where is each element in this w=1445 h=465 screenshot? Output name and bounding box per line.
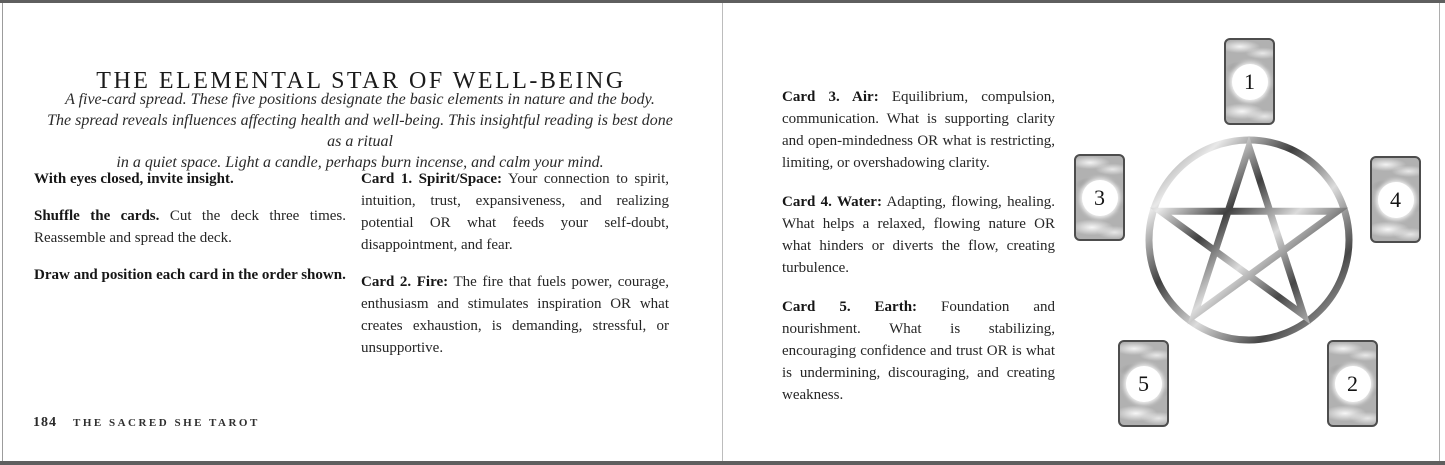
spread-layout-diagram [723, 0, 1445, 465]
spread-intro [40, 89, 680, 173]
instruction-paragraph [34, 168, 346, 190]
card-paragraph-1 [361, 168, 669, 256]
card-text: The fire that fuels power, courage, enthusiasm and stimulates inspiration OR what creates exhaustion, is demanding, stressful, or unsupportive. [361, 274, 669, 356]
card-label: Card 5. Earth: [782, 299, 918, 315]
card-label: Card 1. Spirit/Space: [361, 171, 502, 187]
instruction-paragraph [34, 205, 346, 249]
card-position-3 [1074, 154, 1125, 241]
intro-line-3: in a quiet space. Light a candle, perhaps burn incense, and calm your mind. [116, 154, 604, 171]
card-paragraph-2 [361, 271, 669, 359]
card-number-badge: 3 [1082, 180, 1118, 216]
intro-line-2: The spread reveals influences affecting health and well-being. This insightful reading is best done as a ritual [47, 112, 673, 150]
card-position-2 [1327, 340, 1378, 427]
card-text: Adapting, flowing, healing. What helps a relaxed, flowing nature OR what hinders or diverts the flow, creating turbulence. [782, 194, 1055, 276]
card-number-badge: 2 [1335, 366, 1371, 402]
card-position-1 [1224, 38, 1275, 125]
card-position-4 [1370, 156, 1421, 243]
card-label: Card 3. Air: [782, 89, 879, 105]
page-footer [33, 413, 260, 431]
card-number-badge: 5 [1126, 366, 1162, 402]
card-meanings-column-1 [361, 168, 669, 359]
card-text: Your connection to spirit, intuition, trust, expansiveness, and realizing potential OR what feeds your self-doubt, disappointment, and fear. [361, 171, 669, 253]
card-number-badge: 4 [1378, 182, 1414, 218]
intro-line-1: A five-card spread. These five positions designate the basic elements in nature and the body. [65, 91, 655, 108]
page-title: THE ELEMENTAL STAR OF WELL-BEING [96, 68, 626, 95]
footer-book-title: THE SACRED SHE TAROT [73, 417, 260, 429]
card-label: Card 4. Water: [782, 194, 882, 210]
footer-page-number: 184 [33, 415, 57, 430]
card-position-5 [1118, 340, 1169, 427]
instruction-text: Cut the deck three times. Reassemble and spread the deck. [34, 208, 346, 246]
instructions-column [34, 168, 346, 286]
pentagram-icon [1141, 134, 1357, 346]
instruction-paragraph [34, 264, 346, 286]
instruction-lead: Shuffle the cards. [34, 208, 160, 224]
left-page [0, 0, 722, 465]
card-number-badge: 1 [1232, 64, 1268, 100]
right-page [723, 0, 1445, 465]
instruction-lead: Draw and position each card in the order shown. [34, 267, 346, 283]
card-text: Equilibrium, compulsion, communication. What is supporting clarity and open-mindedness OR what is restricting, limiting, or overshadowing clarity. [782, 89, 1055, 171]
card-label: Card 2. Fire: [361, 274, 449, 290]
instruction-lead: With eyes closed, invite insight. [34, 171, 234, 187]
card-text: Foundation and nourishment. What is stabilizing, encouraging confidence and trust OR is what is undermining, discouraging, and creating weakness. [782, 299, 1056, 403]
